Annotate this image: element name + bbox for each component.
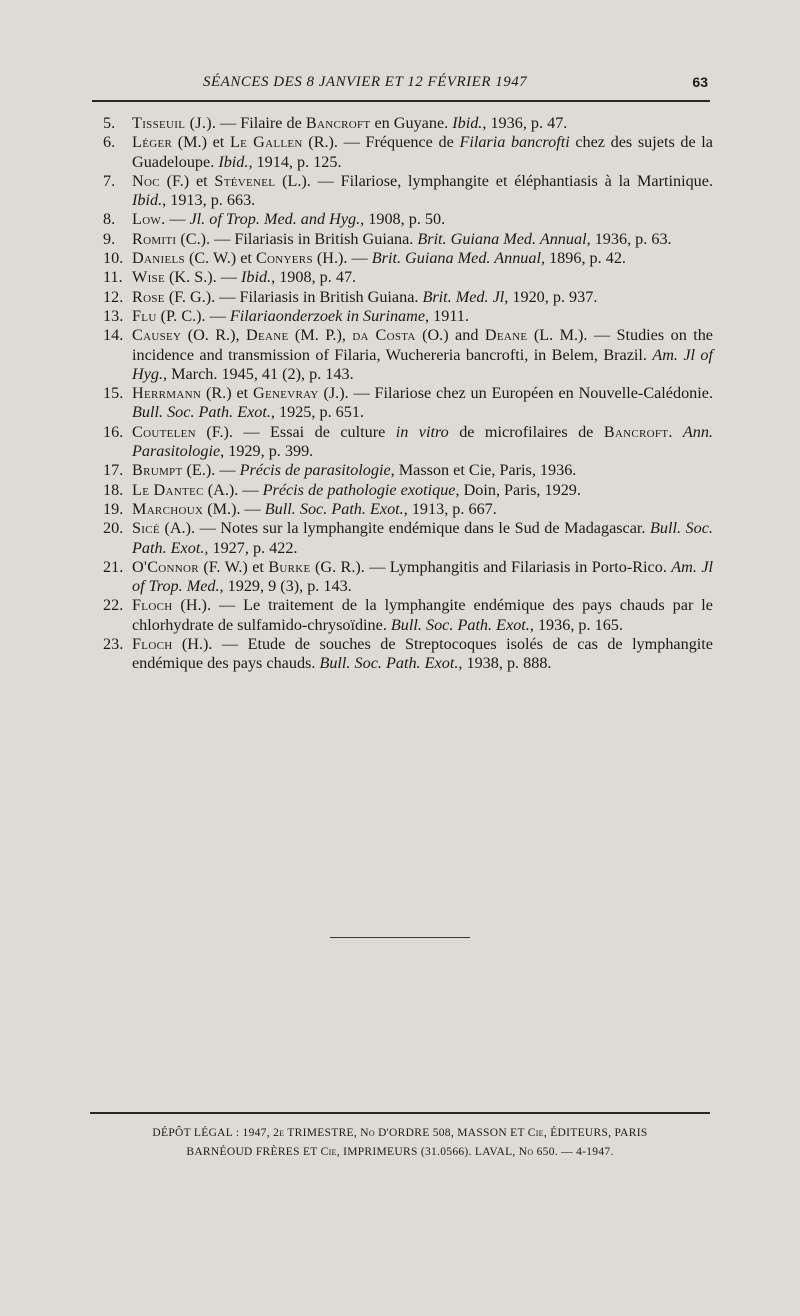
reference-text: . — Filaire de [211, 114, 306, 132]
journal-title: Ibid. [132, 191, 163, 210]
reference-number: 22. [103, 596, 124, 615]
author-name: Herrmann [132, 384, 202, 403]
journal-title: Jl. of Trop. Med. and Hyg. [189, 210, 361, 229]
author-name: Genevray [252, 384, 319, 403]
reference-text: (H.). — Le traitement de la lymphangite endémique des pays chauds par le chlorhydrate de sulfamido-chrysoïdine. [132, 596, 713, 634]
reference-item [95, 481, 713, 500]
author-name: Floch [132, 596, 173, 615]
author-name: Burke [268, 557, 311, 576]
reference-text: , 1936, p. 47. [482, 114, 568, 132]
reference-text: . — [161, 210, 190, 229]
reference-text: (H.). — [312, 249, 372, 268]
reference-text: (L.). — Filariose, lymphangite et éléphantiasis à la Martinique. [275, 171, 713, 190]
author-name: Brumpt [132, 461, 183, 480]
author-name: Deane [484, 326, 528, 345]
reference-number: 17. [103, 461, 124, 480]
reference-text: (F.) et [159, 171, 215, 190]
reference-item [95, 133, 713, 172]
reference-text: (M.). — [203, 499, 265, 518]
reference-number: 13. [103, 306, 124, 325]
reference-text: , 1896, p. 42. [540, 249, 626, 268]
reference-text: , 1927, p. 422. [204, 538, 298, 557]
journal-title: Filariaonderzoek in Suriname [229, 306, 426, 325]
reference-text: , 1914, p. 125. [248, 152, 342, 171]
reference-text: (M.) et [172, 133, 230, 152]
reference-text: (O. R.), [181, 326, 246, 345]
reference-number: 20. [103, 519, 124, 538]
author-name: Le Dantec [132, 480, 204, 499]
journal-title: in vitro [395, 422, 449, 441]
journal-title: Ibid. [240, 268, 272, 287]
reference-item [95, 307, 713, 326]
page-number: 63 [692, 74, 708, 90]
reference-item [95, 249, 713, 268]
section-divider [330, 937, 470, 938]
reference-text: (F. W.) et [198, 557, 269, 576]
reference-text: chez des sujets de la Guadeloupe. [132, 133, 713, 171]
reference-text: , 1929, 9 (3), p. 143. [219, 577, 352, 596]
colophon-rule [90, 1112, 710, 1114]
reference-number: 18. [103, 480, 124, 499]
author-name: Noc [132, 171, 160, 190]
reference-text: (P. C.). — [156, 306, 230, 325]
author-name: Bancroft [603, 422, 669, 441]
reference-number: 5. [103, 114, 116, 132]
reference-item [95, 461, 713, 480]
author-name: Causey [132, 326, 182, 345]
author-name: Tisseuil (J.) [132, 114, 212, 132]
author-name: Le Gallen [229, 133, 303, 152]
reference-item [95, 519, 713, 558]
reference-number: 23. [103, 635, 124, 654]
journal-title: Am. Jl of Trop. Med. [132, 557, 714, 596]
reference-number: 9. [103, 229, 116, 248]
journal-title: Brit. Med. Jl [422, 287, 505, 306]
author-name: Rose [132, 287, 165, 306]
author-name: Stévenel [214, 171, 276, 190]
reference-text: (H.). — Etude de souches de Streptocoques isolés de cas de lymphangite endémique des pays chauds. [132, 635, 713, 673]
reference-text: (M. P.), [288, 326, 353, 345]
reference-number: 19. [103, 499, 124, 518]
reference-text: , Doin, Paris, 1929. [455, 480, 581, 499]
reference-text: , 1913, p. 667. [403, 499, 497, 518]
reference-item [95, 326, 713, 384]
reference-text: (L. M.). — Studies on the incidence and transmission of Filaria, Wuchereria bancrofti, in Belem, Brazil. [132, 326, 713, 364]
reference-number: 7. [103, 171, 116, 190]
author-name: O'Connor [132, 557, 199, 576]
reference-text: , 1929, p. 399. [220, 442, 314, 461]
author-name: Deane [245, 326, 289, 345]
reference-text: , 1913, p. 663. [162, 191, 256, 210]
reference-item [95, 268, 713, 287]
reference-text: . [668, 422, 683, 441]
running-title: SÉANCES DES 8 JANVIER ET 12 FÉVRIER 1947 [203, 74, 528, 90]
author-name: da Costa [352, 326, 416, 345]
journal-title: Précis de parasitologie [239, 461, 391, 480]
reference-text: (G. R.). — Lymphangitis and Filariasis in Porto-Rico. [310, 557, 672, 576]
reference-item [95, 230, 713, 249]
reference-text: (F.). — Essai de culture [195, 422, 396, 441]
reference-item [95, 558, 713, 597]
reference-text: (A.). — [203, 480, 263, 499]
journal-title: Ibid. [452, 114, 483, 132]
reference-text: , 1936, p. 165. [529, 615, 623, 634]
journal-title: Ann. Parasitologie [132, 422, 713, 461]
reference-item [95, 172, 713, 211]
reference-text: (C. W.) et [184, 249, 256, 268]
reference-text: (K. S.). — [164, 268, 241, 287]
author-name: Conyers [255, 249, 313, 268]
journal-title: Bull. Soc. Path. Exot. [390, 615, 530, 634]
author-name: Marchoux [132, 499, 204, 518]
reference-text: (C.). — Filariasis in British Guiana. [176, 229, 418, 248]
author-name: Daniels [132, 249, 185, 268]
reference-number: 12. [103, 287, 124, 306]
reference-text: (R.) et [201, 384, 253, 403]
reference-list [95, 114, 713, 674]
reference-text: , 1925, p. 651. [270, 403, 364, 422]
journal-title: Filaria bancrofti [459, 133, 570, 152]
reference-item [95, 500, 713, 519]
colophon [90, 1124, 710, 1162]
reference-text: , 1908, p. 47. [271, 268, 357, 287]
author-name: Coutelen [132, 422, 196, 441]
reference-item [95, 635, 713, 674]
journal-title: Brit. Guiana Med. Annual [417, 229, 587, 248]
reference-text: , 1936, p. 63. [586, 229, 672, 248]
author-name: Wise [132, 268, 165, 287]
journal-title: Bull. Soc. Path. Exot. [319, 654, 459, 673]
reference-number: 8. [103, 210, 116, 229]
reference-text: (J.). — Filariose chez un Européen en Nouvelle-Calédonie. [318, 384, 713, 403]
author-name: Romiti [132, 229, 177, 248]
journal-title: Bull. Soc. Path. Exot. [264, 499, 404, 518]
journal-title: Am. Jl of Hyg. [132, 345, 713, 383]
reference-text: (R.). — Fréquence de [302, 133, 460, 152]
author-name: Floch [132, 635, 173, 654]
reference-text: en Guyane. [370, 114, 453, 132]
colophon-line-1: DÉPÔT LÉGAL : 1947, 2e TRIMESTRE, No D'ORDRE 508, MASSON ET Cie, ÉDITEURS, PARIS [152, 1127, 648, 1139]
reference-text: (E.). — [182, 461, 240, 480]
journal-title: Ibid. [218, 152, 249, 171]
reference-item [95, 114, 713, 133]
colophon-line-2: BARNÉOUD FRÈRES ET Cie, IMPRIMEURS (31.0566). LAVAL, No 650. — 4-1947. [186, 1146, 614, 1158]
reference-number: 15. [103, 384, 124, 403]
reference-number: 10. [103, 249, 124, 268]
reference-text: , 1911. [425, 306, 469, 325]
reference-number: 11. [103, 268, 123, 287]
reference-text: (A.). — Notes sur la lymphangite endémique dans le Sud de Madagascar. [159, 519, 650, 538]
reference-number: 16. [103, 422, 124, 441]
reference-text: , 1908, p. 50. [360, 210, 446, 229]
reference-text: (F. G.). — Filariasis in British Guiana. [164, 287, 423, 306]
reference-number: 14. [103, 326, 124, 345]
journal-title: Brit. Guiana Med. Annual [371, 249, 541, 268]
reference-text: de microfilaires de [448, 422, 604, 441]
reference-item [95, 288, 713, 307]
reference-number: 6. [103, 133, 116, 152]
reference-item [95, 423, 713, 462]
author-name: Sicé [132, 519, 160, 538]
journal-title: Bull. Soc. Path. Exot. [132, 403, 271, 422]
reference-text: , Masson et Cie, Paris, 1936. [390, 461, 577, 480]
reference-item [95, 596, 713, 635]
author-name: Léger [132, 133, 173, 152]
reference-item [95, 210, 713, 229]
reference-text: (O.) and [415, 326, 485, 345]
author-name: Bancroft [305, 114, 371, 132]
header-rule [92, 100, 710, 102]
running-header [95, 74, 710, 102]
reference-item [95, 384, 713, 423]
reference-text: , 1920, p. 937. [504, 287, 598, 306]
author-name: Low [132, 210, 162, 229]
reference-text: , March. 1945, 41 (2), p. 143. [163, 364, 354, 383]
reference-number: 21. [103, 557, 124, 576]
author-name: Flu [132, 306, 157, 325]
journal-title: Bull. Soc. Path. Exot. [132, 519, 713, 557]
reference-text: , 1938, p. 888. [458, 654, 552, 673]
journal-title: Précis de pathologie exotique [262, 480, 456, 499]
